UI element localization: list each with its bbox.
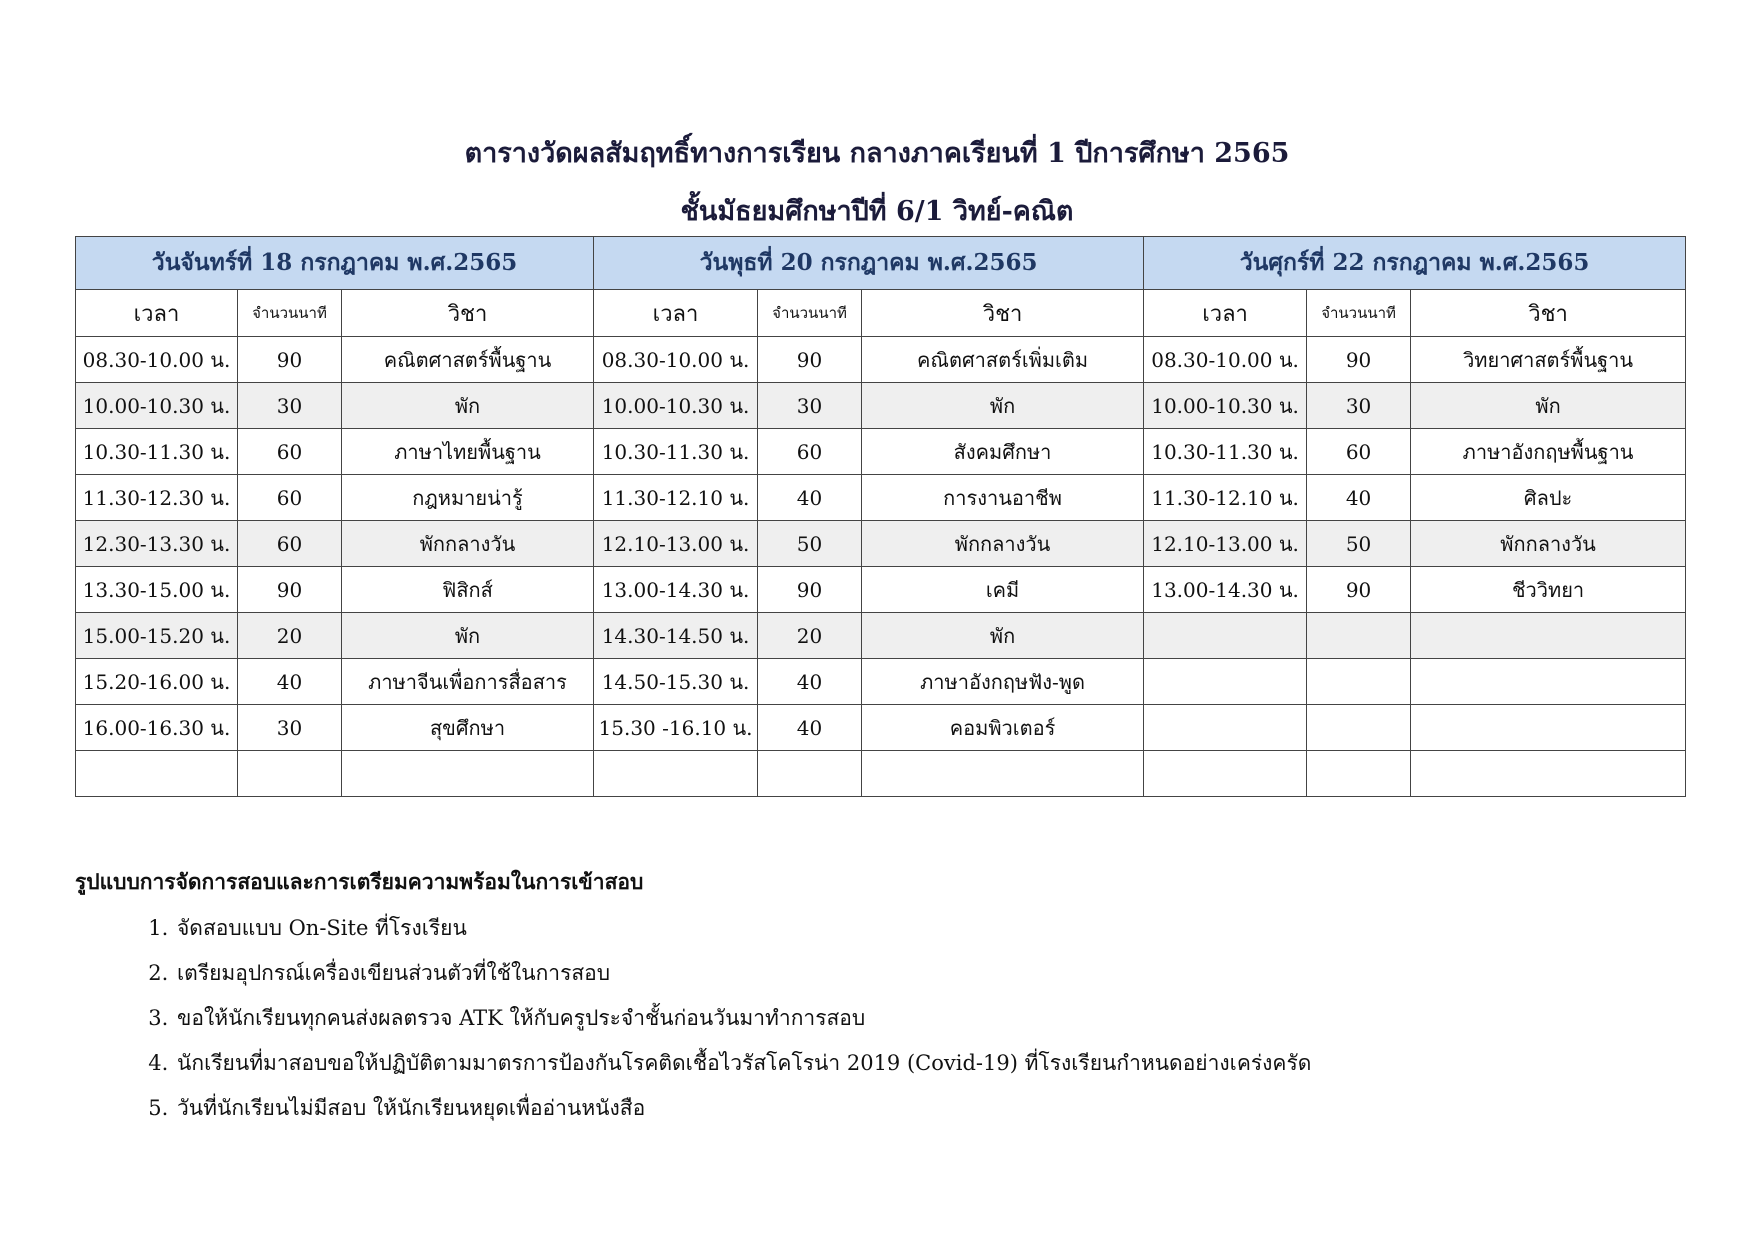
subject-cell: กฎหมายน่ารู้	[342, 475, 594, 521]
subject-cell: พักกลางวัน	[862, 521, 1144, 567]
column-header-row	[76, 290, 1686, 337]
subject-cell: ชีววิทยา	[1411, 567, 1686, 613]
time-cell	[76, 751, 238, 797]
time-cell: 13.00-14.30 น.	[1144, 567, 1307, 613]
column-header-time: เวลา	[1144, 290, 1307, 337]
minutes-cell: 20	[758, 613, 862, 659]
table-row	[76, 383, 1686, 429]
subject-cell: สุขศึกษา	[342, 705, 594, 751]
table-row	[76, 475, 1686, 521]
subject-cell: ภาษาอังกฤษฟัง-พูด	[862, 659, 1144, 705]
time-cell	[594, 751, 758, 797]
time-cell	[1144, 751, 1307, 797]
subject-cell: ศิลปะ	[1411, 475, 1686, 521]
time-cell: 15.00-15.20 น.	[76, 613, 238, 659]
page-subtitle: ชั้นมัธยมศึกษาปีที่ 6/1 วิทย์-คณิต	[680, 196, 1074, 227]
time-cell	[1144, 659, 1307, 705]
time-cell	[1144, 613, 1307, 659]
column-header-minutes: จำนวนนาที	[238, 290, 342, 337]
subject-cell: พัก	[342, 613, 594, 659]
subject-cell	[862, 751, 1144, 797]
subject-cell	[1411, 751, 1686, 797]
note-item: 3. ขอให้นักเรียนทุกคนส่งผลตรวจ ATK ให้กับครูประจำชั้นก่อนวันมาทำการสอบ	[175, 1003, 1675, 1048]
time-cell: 11.30-12.30 น.	[76, 475, 238, 521]
column-header-time: เวลา	[76, 290, 238, 337]
subject-cell: พักกลางวัน	[342, 521, 594, 567]
table-row	[76, 429, 1686, 475]
minutes-cell: 30	[758, 383, 862, 429]
column-header-minutes: จำนวนนาที	[1307, 290, 1411, 337]
time-cell: 11.30-12.10 น.	[594, 475, 758, 521]
notes-list	[75, 913, 1675, 1138]
time-cell: 08.30-10.00 น.	[1144, 337, 1307, 383]
subject-cell: การงานอาชีพ	[862, 475, 1144, 521]
time-cell: 08.30-10.00 น.	[594, 337, 758, 383]
time-cell: 10.30-11.30 น.	[594, 429, 758, 475]
table-row	[76, 567, 1686, 613]
minutes-cell: 90	[758, 337, 862, 383]
minutes-cell: 90	[758, 567, 862, 613]
subject-cell	[1411, 613, 1686, 659]
time-cell: 12.30-13.30 น.	[76, 521, 238, 567]
time-cell: 15.30 -16.10 น.	[594, 705, 758, 751]
minutes-cell: 90	[1307, 567, 1411, 613]
subject-cell: พัก	[342, 383, 594, 429]
time-cell: 12.10-13.00 น.	[594, 521, 758, 567]
minutes-cell: 40	[758, 659, 862, 705]
minutes-cell	[1307, 613, 1411, 659]
time-cell: 10.30-11.30 น.	[76, 429, 238, 475]
minutes-cell: 60	[758, 429, 862, 475]
subject-cell: เคมี	[862, 567, 1144, 613]
minutes-cell: 90	[1307, 337, 1411, 383]
time-cell	[1144, 705, 1307, 751]
time-cell: 13.30-15.00 น.	[76, 567, 238, 613]
time-cell: 11.30-12.10 น.	[1144, 475, 1307, 521]
time-cell: 10.00-10.30 น.	[76, 383, 238, 429]
minutes-cell: 90	[238, 337, 342, 383]
table-row	[76, 751, 1686, 797]
note-item: 5. วันที่นักเรียนไม่มีสอบ ให้นักเรียนหยุดเพื่ออ่านหนังสือ	[175, 1093, 1675, 1138]
minutes-cell: 20	[238, 613, 342, 659]
minutes-cell	[1307, 659, 1411, 705]
minutes-cell: 60	[238, 475, 342, 521]
column-header-minutes: จำนวนนาที	[758, 290, 862, 337]
schedule-body	[76, 337, 1686, 797]
subject-cell: พัก	[1411, 383, 1686, 429]
minutes-cell: 30	[1307, 383, 1411, 429]
day-header-row	[76, 237, 1686, 290]
minutes-cell: 60	[238, 429, 342, 475]
column-header-subject: วิชา	[862, 290, 1144, 337]
subject-cell: ภาษาไทยพื้นฐาน	[342, 429, 594, 475]
exam-notes	[75, 866, 1675, 1138]
minutes-cell	[758, 751, 862, 797]
time-cell: 10.00-10.30 น.	[1144, 383, 1307, 429]
time-cell: 12.10-13.00 น.	[1144, 521, 1307, 567]
subject-cell: ภาษาอังกฤษพื้นฐาน	[1411, 429, 1686, 475]
minutes-cell: 30	[238, 383, 342, 429]
subject-cell: สังคมศึกษา	[862, 429, 1144, 475]
minutes-cell: 40	[238, 659, 342, 705]
minutes-cell: 30	[238, 705, 342, 751]
subject-cell: ฟิสิกส์	[342, 567, 594, 613]
day-header-friday: วันศุกร์ที่ 22 กรกฎาคม พ.ศ.2565	[1144, 237, 1686, 290]
note-item: 4. นักเรียนที่มาสอบขอให้ปฏิบัติตามมาตรการป้องกันโรคติดเชื้อไวรัสโคโรน่า 2019 (Covid-19) ที่โรงเรียนกำหนดอย่างเคร่งครัด	[175, 1048, 1675, 1093]
subject-cell: วิทยาศาสตร์พื้นฐาน	[1411, 337, 1686, 383]
subject-cell: พัก	[862, 613, 1144, 659]
minutes-cell	[1307, 705, 1411, 751]
subject-cell	[342, 751, 594, 797]
day-header-monday: วันจันทร์ที่ 18 กรกฎาคม พ.ศ.2565	[76, 237, 594, 290]
minutes-cell: 60	[238, 521, 342, 567]
subject-cell: พักกลางวัน	[1411, 521, 1686, 567]
minutes-cell: 40	[1307, 475, 1411, 521]
table-row	[76, 659, 1686, 705]
minutes-cell: 50	[758, 521, 862, 567]
subject-cell: พัก	[862, 383, 1144, 429]
table-row	[76, 613, 1686, 659]
time-cell: 15.20-16.00 น.	[76, 659, 238, 705]
minutes-cell: 40	[758, 705, 862, 751]
subject-cell: คณิตศาสตร์เพิ่มเติม	[862, 337, 1144, 383]
minutes-cell	[1307, 751, 1411, 797]
minutes-cell: 60	[1307, 429, 1411, 475]
subject-cell	[1411, 705, 1686, 751]
day-header-wednesday: วันพุธที่ 20 กรกฎาคม พ.ศ.2565	[594, 237, 1144, 290]
notes-title: รูปแบบการจัดการสอบและการเตรียมความพร้อมในการเข้าสอบ	[75, 869, 644, 894]
time-cell: 08.30-10.00 น.	[76, 337, 238, 383]
table-row	[76, 521, 1686, 567]
page-title: ตารางวัดผลสัมฤทธิ์ทางการเรียน กลางภาคเรียนที่ 1 ปีการศึกษา 2565	[464, 138, 1290, 169]
subject-cell	[1411, 659, 1686, 705]
minutes-cell: 40	[758, 475, 862, 521]
table-row	[76, 337, 1686, 383]
table-row	[76, 705, 1686, 751]
column-header-time: เวลา	[594, 290, 758, 337]
note-item: 1. จัดสอบแบบ On-Site ที่โรงเรียน	[175, 913, 1675, 958]
subject-cell: ภาษาจีนเพื่อการสื่อสาร	[342, 659, 594, 705]
minutes-cell: 90	[238, 567, 342, 613]
note-item: 2. เตรียมอุปกรณ์เครื่องเขียนส่วนตัวที่ใช้ในการสอบ	[175, 958, 1675, 1003]
column-header-subject: วิชา	[1411, 290, 1686, 337]
column-header-subject: วิชา	[342, 290, 594, 337]
subject-cell: คณิตศาสตร์พื้นฐาน	[342, 337, 594, 383]
time-cell: 16.00-16.30 น.	[76, 705, 238, 751]
time-cell: 14.50-15.30 น.	[594, 659, 758, 705]
exam-schedule-table	[75, 236, 1686, 797]
time-cell: 10.00-10.30 น.	[594, 383, 758, 429]
subject-cell: คอมพิวเตอร์	[862, 705, 1144, 751]
time-cell: 13.00-14.30 น.	[594, 567, 758, 613]
time-cell: 10.30-11.30 น.	[1144, 429, 1307, 475]
minutes-cell	[238, 751, 342, 797]
time-cell: 14.30-14.50 น.	[594, 613, 758, 659]
minutes-cell: 50	[1307, 521, 1411, 567]
